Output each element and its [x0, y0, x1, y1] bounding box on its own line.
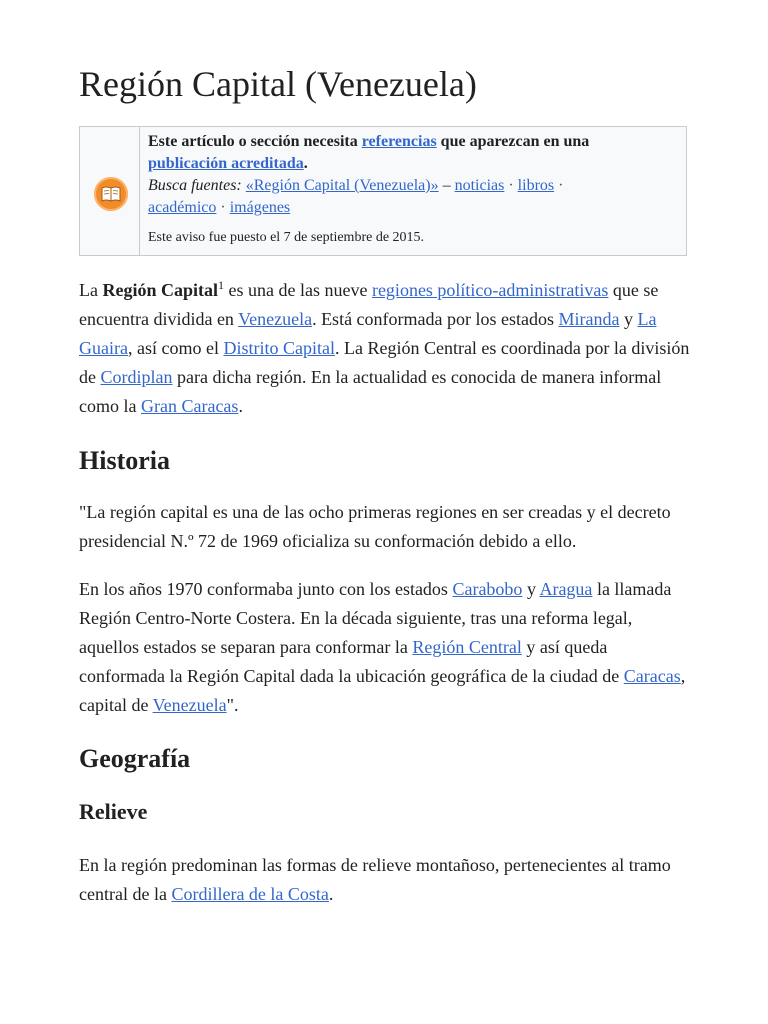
paragraph-text: ". [226, 695, 239, 715]
intro-bold-term: Región Capital [102, 280, 218, 300]
notice-lead: Este artículo o sección necesita [148, 133, 362, 150]
notice-date: Este aviso fue puesto el 7 de septiembre de 2015. [148, 230, 425, 245]
intro-text: que se encuentra dividida en [79, 280, 659, 329]
paragraph-text: En la región predominan las formas de relieve montañoso, pertenecientes al tramo central de la [79, 855, 671, 904]
intro-text: . [238, 396, 243, 416]
link-la-guaira[interactable]: La Guaira [79, 309, 657, 358]
link-referencias[interactable]: referencias [361, 133, 437, 150]
link-carabobo[interactable]: Carabobo [452, 579, 523, 599]
page-title: Región Capital (Venezuela) [79, 64, 477, 104]
paragraph-text: la llamada Región Centro-Norte Costera. En la década siguiente, tras una reforma legal, aquellos estados se separan para conformar la [79, 579, 672, 657]
link-academico[interactable]: académico [148, 199, 217, 216]
section-heading-geografia: Geografía [79, 744, 191, 773]
notice-dash: – [438, 177, 455, 194]
intro-text: La [79, 280, 103, 300]
intro-text: , así como el [127, 338, 224, 358]
link-venezuela[interactable]: Venezuela [238, 309, 313, 329]
link-cordillera-de-la-costa[interactable]: Cordillera de la Costa [171, 884, 329, 904]
intro-text: . Está conformada por los estados [312, 309, 559, 329]
link-region-central[interactable]: Región Central [412, 637, 522, 657]
historia-paragraph-2 [79, 575, 691, 720]
intro-text: para dicha región. En la actualidad es conocida de manera informal como la [79, 367, 662, 416]
link-search-query[interactable]: «Región Capital (Venezuela)» [245, 177, 439, 194]
notice-text [148, 131, 676, 249]
separator-dot: · [216, 199, 230, 216]
intro-text: es una de las nueve [224, 280, 372, 300]
paragraph-text: y [522, 579, 540, 599]
relieve-paragraph [79, 851, 691, 909]
references-notice [79, 126, 687, 256]
link-aragua[interactable]: Aragua [539, 579, 593, 599]
notice-icon-cell [80, 127, 140, 255]
subsection-heading-relieve: Relieve [79, 799, 148, 824]
link-publicacion-acreditada[interactable]: publicación acreditada [148, 155, 304, 172]
link-caracas[interactable]: Caracas [623, 666, 681, 686]
book-icon [94, 177, 128, 211]
link-distrito-capital[interactable]: Distrito Capital [223, 338, 335, 358]
intro-text: y [619, 309, 638, 329]
paragraph-text: En los años 1970 conformaba junto con los estados [79, 579, 453, 599]
separator-dot: · [554, 177, 564, 194]
separator-dot: · [504, 177, 518, 194]
paragraph-text: , capital de [79, 666, 686, 715]
link-gran-caracas[interactable]: Gran Caracas [140, 396, 239, 416]
notice-period: . [303, 155, 308, 172]
link-venezuela-2[interactable]: Venezuela [152, 695, 227, 715]
historia-paragraph-1: "La región capital es una de las ocho primeras regiones en ser creadas y el decreto presidencial N.º 72 de 1969 oficializa su conformación debido a ello. [79, 502, 671, 551]
paragraph-text: . [328, 884, 334, 904]
link-regiones[interactable]: regiones político-administrativas [371, 280, 609, 300]
link-imagenes[interactable]: imágenes [229, 199, 291, 216]
notice-lead-2: que aparezcan en una [436, 133, 590, 150]
link-noticias[interactable]: noticias [454, 177, 505, 194]
intro-paragraph [79, 276, 691, 421]
link-miranda[interactable]: Miranda [558, 309, 620, 329]
intro-text: . La Región Central es coordinada por la división de [79, 338, 690, 387]
paragraph-text: y así queda conformada la Región Capital dada la ubicación geográfica de la ciudad de [79, 637, 624, 686]
link-libros[interactable]: libros [517, 177, 555, 194]
link-cordiplan[interactable]: Cordiplan [100, 367, 173, 387]
reference-number: 1 [218, 278, 224, 292]
busca-fuentes-label: Busca fuentes: [148, 177, 242, 194]
section-heading-historia: Historia [79, 446, 170, 475]
